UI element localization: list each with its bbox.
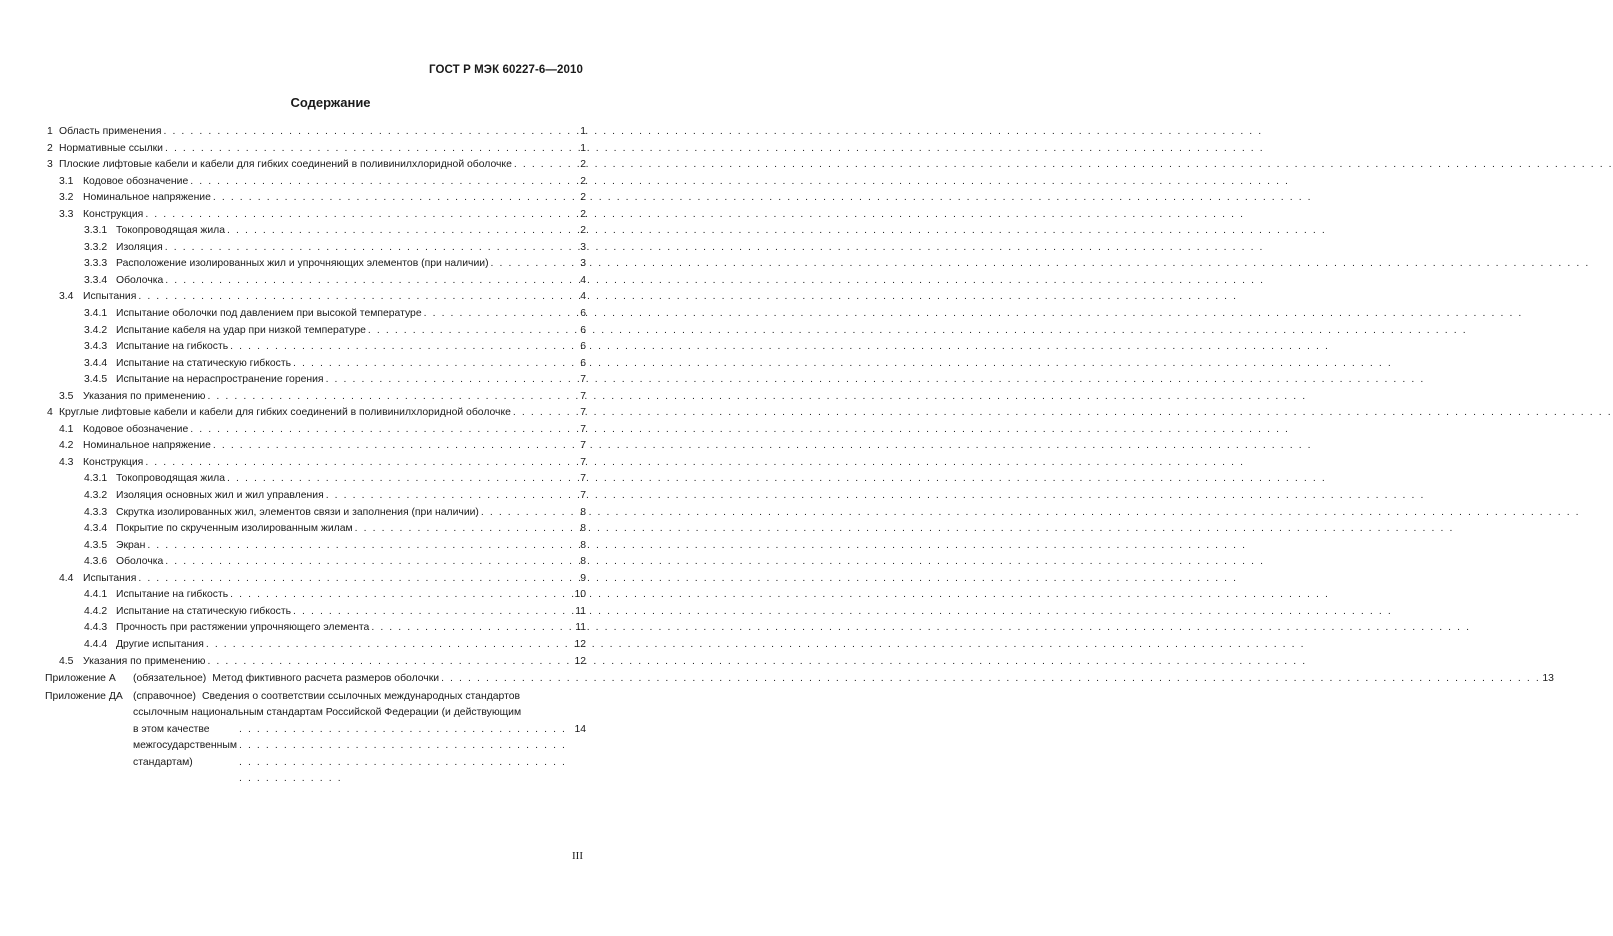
toc-entry-title: Испытание оболочки под давлением при высокой температуре <box>116 308 422 320</box>
toc-entry-number: 4.3.2 <box>84 490 108 502</box>
toc-entry-title: Испытание на нераспространение горения <box>116 374 324 386</box>
leader-dots <box>190 422 578 439</box>
leader-dots <box>491 256 578 273</box>
leader-dots <box>326 372 578 389</box>
toc-entry-title: Прочность при растяжении упрочняющего элемента <box>116 622 370 634</box>
leader-dots <box>207 389 578 406</box>
appendix-page: 13 <box>1542 673 1554 685</box>
toc-entry-page: 6 <box>580 308 586 320</box>
toc-entry-page: 2 <box>580 159 586 171</box>
leader-dots <box>441 671 1540 688</box>
toc-entry-number: 3.1 <box>59 175 74 187</box>
toc-entry[interactable] <box>45 356 586 373</box>
leader-dots <box>293 356 578 373</box>
leader-dots <box>190 174 578 191</box>
toc-entry-page: 6 <box>580 341 586 353</box>
appendix-label: Приложение ДА <box>45 690 123 702</box>
leader-dots <box>165 141 578 158</box>
appendix-title-line-1: Сведения о соответствии ссылочных международных стандартов <box>201 690 521 702</box>
toc-entry-number: 3.3 <box>59 208 74 220</box>
toc-entry[interactable] <box>45 604 586 621</box>
toc-appendix-da[interactable] <box>45 689 586 788</box>
leader-dots <box>481 505 578 522</box>
leader-dots <box>165 273 578 290</box>
page-number: III <box>572 850 583 862</box>
appendix-kind: (справочное) <box>133 690 196 702</box>
toc-entry-title: Оболочка <box>116 274 164 286</box>
toc-entry-title: Экран <box>116 539 146 551</box>
toc-entry-page: 7 <box>580 374 586 386</box>
toc-entry-title: Область применения <box>59 126 162 137</box>
toc-entry-number: 3.4.4 <box>84 357 108 369</box>
toc-entry[interactable] <box>45 190 586 207</box>
toc-entry-title: Оболочка <box>116 556 164 568</box>
leader-dots <box>165 554 578 571</box>
toc-entry[interactable] <box>45 273 586 290</box>
toc-entry-page: 6 <box>580 357 586 369</box>
leader-dots <box>514 157 578 174</box>
appendix-label: Приложение А <box>45 673 116 685</box>
toc-entry-page: 11 <box>575 622 586 634</box>
toc-entry-title: Другие испытания <box>116 638 204 650</box>
leader-dots <box>138 289 578 306</box>
leader-dots <box>147 538 578 555</box>
toc-entry[interactable] <box>45 157 586 174</box>
table-of-contents <box>45 124 1554 788</box>
toc-entry-number: 4.2 <box>59 440 74 452</box>
leader-dots <box>207 654 572 671</box>
leader-dots <box>368 323 578 340</box>
leader-dots <box>227 223 578 240</box>
toc-entry-number: 3.4.2 <box>84 324 108 336</box>
toc-entry[interactable] <box>45 339 586 356</box>
toc-entry-title: Номинальное напряжение <box>83 440 211 452</box>
page-title: Содержание <box>290 95 371 110</box>
leader-dots <box>213 190 578 207</box>
toc-entry-page: 7 <box>580 490 586 502</box>
toc-entry-number: 3.4 <box>59 291 74 303</box>
toc-entry-page: 3 <box>580 241 586 253</box>
toc-entry-number: 4.4.3 <box>84 622 108 634</box>
toc-entry-number: 3.5 <box>59 390 74 402</box>
toc-entry-page: 11 <box>575 605 586 617</box>
toc-entry[interactable] <box>45 389 586 406</box>
leader-dots <box>424 306 578 323</box>
toc-entry[interactable] <box>45 554 586 571</box>
toc-entry-page: 7 <box>580 473 586 485</box>
toc-entry[interactable] <box>45 124 586 141</box>
toc-appendix-a[interactable] <box>45 671 1554 688</box>
toc-entry[interactable] <box>45 207 586 224</box>
leader-dots <box>326 488 578 505</box>
toc-entry-page: 7 <box>580 440 586 452</box>
toc-entry[interactable] <box>45 405 586 422</box>
toc-entry-title: Испытание на статическую гибкость <box>116 357 292 369</box>
toc-entry-title: Испытания <box>83 291 137 303</box>
toc-entry-number: 3.3.4 <box>84 274 108 286</box>
toc-entry-title: Нормативные ссылки <box>59 142 163 154</box>
toc-entry-title: Конструкция <box>83 456 144 468</box>
toc-entry-title: Испытания <box>83 572 137 584</box>
toc-entry-number: 4.3.5 <box>84 539 108 551</box>
leader-dots <box>293 604 573 621</box>
toc-entry-title: Конструкция <box>83 208 144 220</box>
toc-entry-title: Плоские лифтовые кабели и кабели для гибких соединений в поливинилхлоридной оболочке <box>59 159 512 171</box>
toc-entry-number: 4.4.4 <box>84 638 108 650</box>
appendix-kind: (обязательное) <box>133 673 207 685</box>
leader-dots <box>355 521 578 538</box>
toc-entry-number: 4.3 <box>59 456 74 468</box>
toc-entry-page: 8 <box>580 523 586 535</box>
leader-dots <box>371 620 573 637</box>
toc-entry[interactable] <box>45 521 586 538</box>
toc-entry-title: Расположение изолированных жил и упрочняющих элементов (при наличии) <box>116 258 489 270</box>
toc-entry-title: Испытание кабеля на удар при низкой температуре <box>116 324 366 336</box>
toc-entry-number: 4.5 <box>59 655 74 667</box>
toc-entry-number: 4.4.2 <box>84 605 108 617</box>
toc-entry[interactable] <box>45 256 586 273</box>
toc-entry[interactable] <box>45 240 586 257</box>
toc-entry-number: 3.4.1 <box>84 308 108 320</box>
toc-entry-number: 3.2 <box>59 192 74 204</box>
toc-entry[interactable] <box>45 620 586 637</box>
toc-entry[interactable] <box>45 306 586 323</box>
toc-entry[interactable] <box>45 455 586 472</box>
toc-entry-page: 8 <box>580 506 586 518</box>
toc-entry-number: 4.3.4 <box>84 523 108 535</box>
toc-entry-page: 2 <box>580 192 586 204</box>
toc-entry[interactable] <box>45 471 586 488</box>
toc-entry[interactable] <box>45 223 586 240</box>
leader-dots <box>227 471 578 488</box>
toc-entry-title: Покрытие по скрученным изолированным жилам <box>116 523 353 535</box>
leader-dots <box>513 405 578 422</box>
toc-entry-page: 12 <box>574 655 586 667</box>
toc-entry-number: 4.4.1 <box>84 589 108 601</box>
toc-entry-title: Токопроводящая жила <box>116 473 226 485</box>
leader-dots <box>206 637 573 654</box>
toc-entries <box>45 124 586 670</box>
toc-entry[interactable] <box>45 289 586 306</box>
toc-entry-page: 4 <box>580 291 586 303</box>
toc-entry-page: 7 <box>580 390 586 402</box>
toc-entry-title: Испытание на гибкость <box>116 341 229 353</box>
toc-entry-title: Указания по применению <box>83 390 206 402</box>
appendix-title-line-3: в этом качестве межгосударственным стандартам) <box>133 723 237 768</box>
toc-entry-page: 7 <box>580 423 586 435</box>
leader-dots <box>230 339 578 356</box>
toc-entry-page: 1 <box>580 126 586 137</box>
leader-dots <box>165 240 578 257</box>
toc-entry-page: 7 <box>580 456 586 468</box>
toc-entry[interactable] <box>45 372 586 389</box>
toc-entry-number: 3.3.3 <box>84 258 108 270</box>
toc-entry[interactable] <box>45 488 586 505</box>
toc-entry-title: Изоляция основных жил и жил управления <box>116 490 324 502</box>
leader-dots <box>163 124 578 141</box>
toc-entry[interactable] <box>45 571 586 588</box>
leader-dots <box>213 438 578 455</box>
toc-entry-title: Изоляция <box>116 241 163 253</box>
toc-entry-page: 8 <box>580 539 586 551</box>
toc-entry[interactable] <box>45 422 586 439</box>
leader-dots <box>239 722 572 788</box>
toc-entry-number: 1 <box>47 126 53 137</box>
toc-entry-title: Испытание на статическую гибкость <box>116 605 292 617</box>
appendix-page: 14 <box>574 723 586 735</box>
toc-entry-page: 2 <box>580 175 586 187</box>
toc-entry-page: 9 <box>580 572 586 584</box>
toc-entry[interactable] <box>45 637 586 654</box>
leader-dots <box>145 207 578 224</box>
leader-dots <box>230 587 572 604</box>
toc-entry-number: 4.3.1 <box>84 473 108 485</box>
toc-entry-page: 6 <box>580 324 586 336</box>
toc-entry-number: 3 <box>47 159 53 171</box>
toc-entry-page: 12 <box>574 638 586 650</box>
toc-entry-number: 4.1 <box>59 423 74 435</box>
toc-entry-title: Испытание на гибкость <box>116 589 229 601</box>
toc-entry[interactable] <box>45 505 586 522</box>
leader-dots <box>145 455 578 472</box>
toc-entry-number: 4 <box>47 407 53 419</box>
toc-entry-page: 2 <box>580 225 586 237</box>
appendix-title: Метод фиктивного расчета размеров оболочки <box>212 673 440 685</box>
toc-entry-number: 4.3.3 <box>84 506 108 518</box>
toc-entry-number: 3.3.2 <box>84 241 108 253</box>
toc-entry-page: 2 <box>580 208 586 220</box>
leader-dots <box>138 571 578 588</box>
toc-entry-page: 8 <box>580 556 586 568</box>
toc-entry[interactable] <box>45 587 586 604</box>
appendix-title-line-2: ссылочным национальным стандартам Российской Федерации (и действующим <box>133 707 522 719</box>
toc-entry-title: Кодовое обозначение <box>83 423 189 435</box>
toc-entry-page: 1 <box>580 142 586 154</box>
toc-entry-number: 3.3.1 <box>84 225 108 237</box>
toc-entry-title: Круглые лифтовые кабели и кабели для гибких соединений в поливинилхлоридной оболочке <box>59 407 511 419</box>
toc-entry-page: 10 <box>574 589 586 601</box>
toc-entry[interactable] <box>45 174 586 191</box>
toc-entry-title: Кодовое обозначение <box>83 175 189 187</box>
toc-entry-number: 4.4 <box>59 572 74 584</box>
toc-entry-title: Токопроводящая жила <box>116 225 226 237</box>
toc-entry-title: Указания по применению <box>83 655 206 667</box>
toc-entry-page: 4 <box>580 274 586 286</box>
toc-entry-page: 7 <box>580 407 586 419</box>
toc-entry-title: Скрутка изолированных жил, элементов связи и заполнения (при наличии) <box>116 506 479 518</box>
toc-entry[interactable] <box>45 323 586 340</box>
toc-entry-number: 4.3.6 <box>84 556 108 568</box>
toc-entry-title: Номинальное напряжение <box>83 192 211 204</box>
toc-entry-page: 3 <box>580 258 586 270</box>
toc-entry-number: 2 <box>47 142 53 154</box>
toc-entry[interactable] <box>45 438 586 455</box>
toc-entry[interactable] <box>45 538 586 555</box>
toc-entry[interactable] <box>45 141 586 158</box>
toc-entry-number: 3.4.3 <box>84 341 108 353</box>
document-standard-header: ГОСТ Р МЭК 60227-6—2010 <box>429 64 583 76</box>
toc-entry[interactable] <box>45 654 586 671</box>
toc-entry-number: 3.4.5 <box>84 374 108 386</box>
